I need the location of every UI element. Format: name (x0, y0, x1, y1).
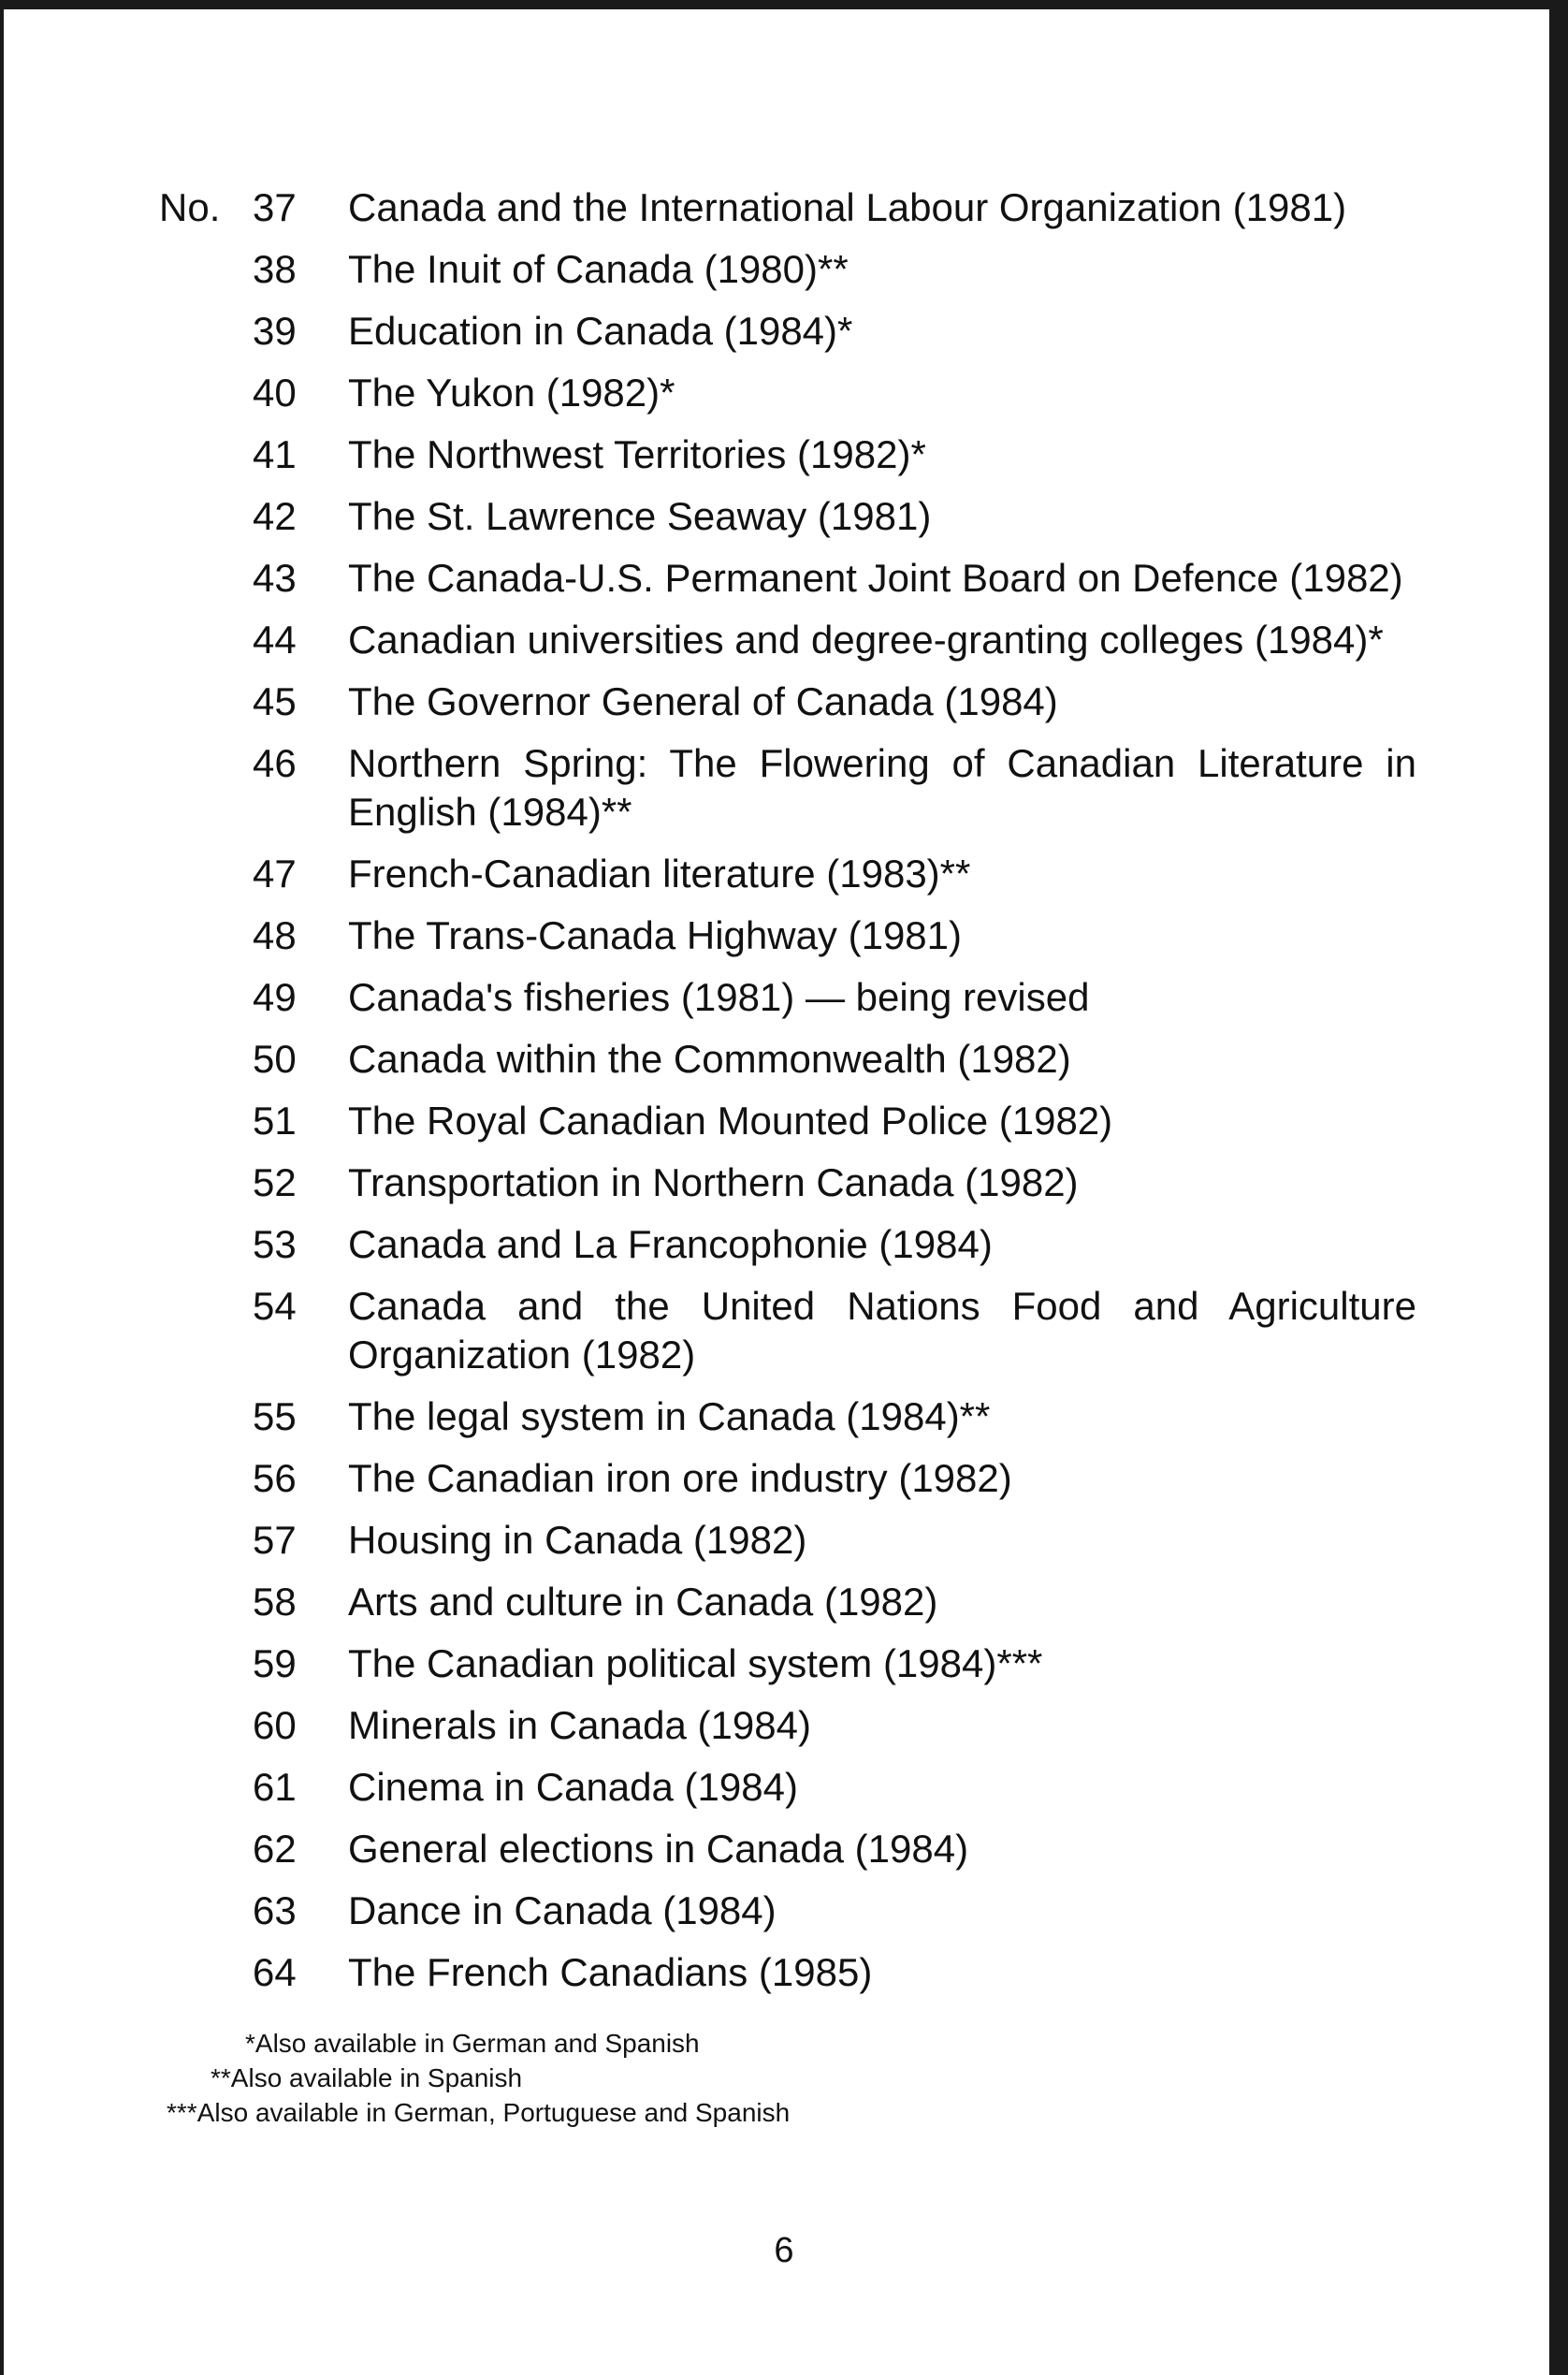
item-number: 38 (253, 247, 297, 291)
item-number: 62 (253, 1827, 297, 1871)
list-item (0, 1282, 1568, 1392)
list-item (0, 911, 1568, 973)
item-title: Canadian universities and degree-granting colleges (1984)* (348, 618, 1384, 662)
item-number: 64 (253, 1950, 297, 1994)
item-number: 46 (253, 741, 297, 785)
list-item (0, 1158, 1568, 1220)
item-title: Canada and the United Nations Food and Agriculture Organization (1982) (348, 1284, 1416, 1377)
list-item (0, 1639, 1568, 1701)
item-number: 49 (253, 975, 297, 1019)
list-item (0, 616, 1568, 678)
item-number: 48 (253, 913, 297, 957)
list-item (0, 850, 1568, 911)
item-title: French-Canadian literature (1983)** (348, 852, 971, 896)
item-number: 55 (253, 1394, 297, 1438)
item-number: 42 (253, 494, 297, 538)
item-number: 61 (253, 1765, 297, 1809)
list-item (0, 1825, 1568, 1887)
list-item (0, 1701, 1568, 1763)
item-title: Transportation in Northern Canada (1982) (348, 1160, 1079, 1204)
item-number: 58 (253, 1580, 297, 1624)
item-number: 40 (253, 371, 297, 415)
item-number: 59 (253, 1641, 297, 1685)
item-title: Dance in Canada (1984) (348, 1888, 777, 1932)
item-title: The Canadian political system (1984)*** (348, 1641, 1043, 1685)
item-number: 41 (253, 432, 297, 476)
list-item (0, 678, 1568, 739)
publication-list (0, 183, 1568, 2010)
item-title: The Canadian iron ore industry (1982) (348, 1456, 1012, 1500)
footnote: **Also available in Spanish (211, 2063, 523, 2092)
item-number: 57 (253, 1518, 297, 1562)
item-number: 54 (253, 1284, 297, 1328)
item-title: Cinema in Canada (1984) (348, 1765, 798, 1809)
list-item (0, 973, 1568, 1035)
item-title: The Inuit of Canada (1980)** (348, 247, 849, 291)
page-number: 6 (774, 2231, 794, 2270)
item-title: The Canada-U.S. Permanent Joint Board on Defence (1982) (348, 556, 1403, 600)
list-item (0, 1454, 1568, 1516)
list-item (0, 1035, 1568, 1097)
footnote: *Also available in German and Spanish (245, 2029, 700, 2058)
item-title: Canada within the Commonwealth (1982) (348, 1037, 1071, 1081)
item-number: 63 (253, 1888, 297, 1932)
item-title: The legal system in Canada (1984)** (348, 1394, 991, 1438)
item-title: The Royal Canadian Mounted Police (1982) (348, 1099, 1113, 1143)
list-item (0, 245, 1568, 307)
list-item (0, 554, 1568, 616)
list-item (0, 1516, 1568, 1578)
list-item (0, 1948, 1568, 2010)
item-number: 51 (253, 1099, 297, 1143)
list-item (0, 1763, 1568, 1825)
item-title: General elections in Canada (1984) (348, 1827, 969, 1871)
list-item (0, 1392, 1568, 1454)
item-title: Education in Canada (1984)* (348, 309, 853, 353)
list-item (0, 1097, 1568, 1158)
list-item (0, 1578, 1568, 1639)
footnotes (167, 2026, 790, 2130)
item-number: 37 (253, 185, 297, 229)
list-label: No. (159, 185, 221, 229)
item-number: 44 (253, 618, 297, 662)
item-title: Housing in Canada (1982) (348, 1518, 807, 1562)
list-item (0, 1887, 1568, 1948)
item-number: 45 (253, 679, 297, 723)
list-item (0, 1220, 1568, 1282)
item-title: The St. Lawrence Seaway (1981) (348, 494, 932, 538)
item-title: Canada and the International Labour Organization (1981) (348, 185, 1347, 229)
item-title: The French Canadians (1985) (348, 1950, 873, 1994)
item-title: The Trans-Canada Highway (1981) (348, 913, 963, 957)
item-title: The Northwest Territories (1982)* (348, 432, 926, 476)
item-title: The Governor General of Canada (1984) (348, 679, 1058, 723)
footnote: ***Also available in German, Portuguese and Spanish (167, 2098, 791, 2127)
item-number: 60 (253, 1703, 297, 1747)
list-item (0, 369, 1568, 430)
item-number: 56 (253, 1456, 297, 1500)
item-title: Minerals in Canada (1984) (348, 1703, 811, 1747)
page-edge-top (0, 0, 1568, 9)
list-item (0, 183, 1568, 245)
list-item (0, 739, 1568, 850)
item-number: 52 (253, 1160, 297, 1204)
item-title: Northern Spring: The Flowering of Canadian Literature in English (1984)** (348, 741, 1416, 834)
item-title: The Yukon (1982)* (348, 371, 675, 415)
item-number: 39 (253, 309, 297, 353)
item-number: 43 (253, 556, 297, 600)
item-title: Arts and culture in Canada (1982) (348, 1580, 938, 1624)
item-number: 47 (253, 852, 297, 896)
item-title: Canada's fisheries (1981) — being revised (348, 975, 1090, 1019)
item-number: 53 (253, 1222, 297, 1266)
list-item (0, 492, 1568, 554)
item-number: 50 (253, 1037, 297, 1081)
item-title: Canada and La Francophonie (1984) (348, 1222, 993, 1266)
list-item (0, 430, 1568, 492)
list-item (0, 307, 1568, 369)
